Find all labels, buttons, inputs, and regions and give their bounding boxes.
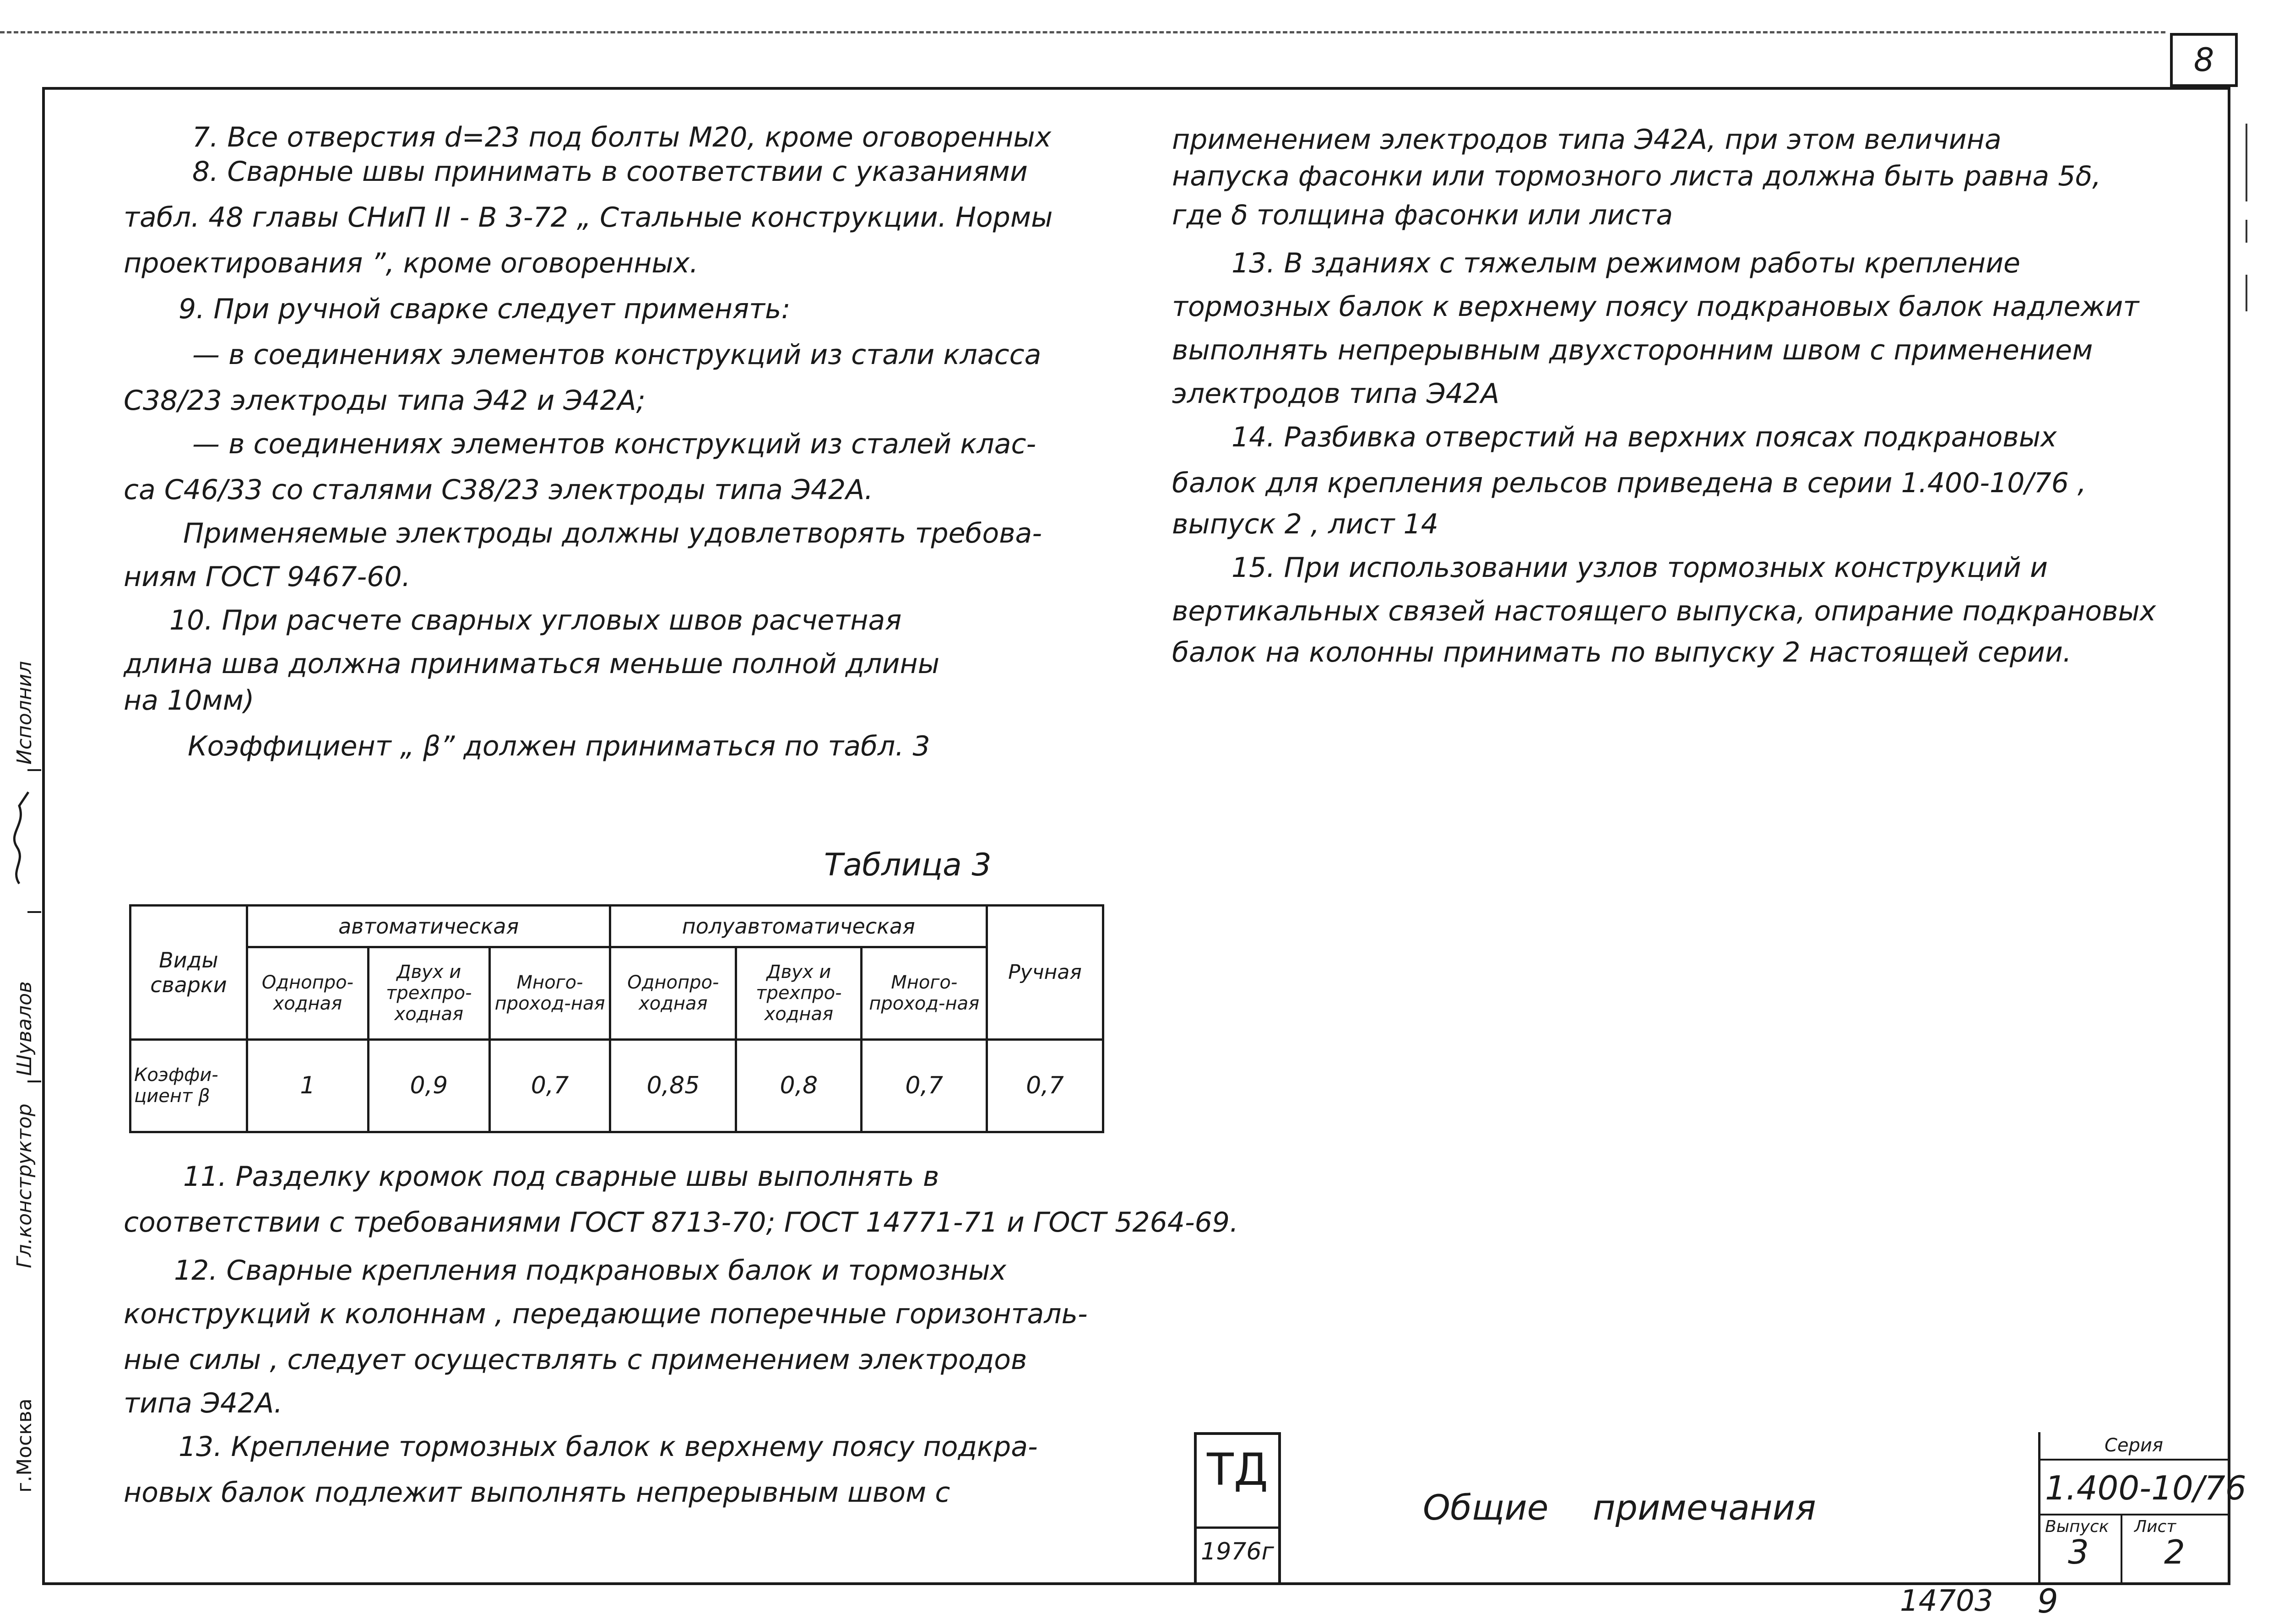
archive-page: 9 (2037, 1582, 2058, 1620)
series-value: 1.400-10/76 (2045, 1469, 2246, 1507)
note-line: — в соединениях элементов конструкций из сталей клас- (192, 428, 1036, 460)
issue-label: Выпуск (2045, 1517, 2109, 1536)
note-line: 12. Сварные крепления подкрановых балок и тормозных (174, 1255, 1007, 1287)
note-line: длина шва должна приниматься меньше полной длины (124, 648, 940, 680)
note-line: применением электродов типа Э42А, при этом величина (1172, 124, 2002, 156)
series-divider (2040, 1459, 2230, 1461)
stamp-divider (27, 1081, 41, 1082)
org-mark-box (1194, 1432, 1281, 1585)
edge-mark (2246, 124, 2247, 201)
col-header: Однопро-ходная (247, 947, 368, 1039)
note-line: новых балок подлежит выполнять непрерывным швом с (124, 1477, 950, 1509)
table-cell: 0,7 (862, 1039, 987, 1132)
table-cell: 0,85 (610, 1039, 736, 1132)
note-line: тормозных балок к верхнему поясу подкрановых балок надлежит (1172, 291, 2139, 323)
table-cell: 0,7 (987, 1039, 1103, 1132)
note-line: выполнять непрерывным двухсторонним швом с применением (1172, 334, 2093, 366)
note-line: 13. Крепление тормозных балок к верхнему поясу подкра- (179, 1431, 1038, 1463)
note-line: 7. Все отверстия d=23 под болты М20, кроме оговоренных (192, 121, 1052, 153)
col-header: Много-проход-ная (862, 947, 987, 1039)
issue-sheet-divider (2121, 1514, 2122, 1585)
sheet-value: 2 (2164, 1533, 2185, 1571)
note-line: балок для крепления рельсов приведена в серии 1.400-10/76 , (1172, 467, 2087, 499)
note-line: 15. При использовании узлов тормозных конструкций и (1232, 552, 2048, 584)
note-line: 11. Разделку кромок под сварные швы выполнять в (183, 1161, 939, 1193)
note-line: напуска фасонки или тормозного листа должна быть равна 5δ, (1172, 160, 2101, 192)
org-mark: ТД (1207, 1444, 1268, 1495)
corner-number-box (2170, 33, 2238, 87)
note-line: на 10мм) (124, 684, 255, 717)
col-header: Однопро-ходная (610, 947, 736, 1039)
edge-mark (2246, 275, 2247, 311)
table-row-header: Виды сварки (130, 906, 247, 1040)
col-header: Много-проход-ная (489, 947, 610, 1039)
note-line: балок на колонны принимать по выпуску 2 настоящей серии. (1172, 636, 2072, 668)
note-line: соответствии с требованиями ГОСТ 8713-70; ГОСТ 14771-71 и ГОСТ 5264-69. (124, 1206, 1239, 1238)
stamp-city: г.Москва (13, 1398, 36, 1493)
note-line: ниям ГОСТ 9467-60. (124, 561, 411, 593)
issue-value: 3 (2068, 1533, 2089, 1571)
note-line: 8. Сварные швы принимать в соответствии с указаниями (192, 156, 1028, 188)
note-line: 9. При ручной сварке следует применять: (179, 293, 791, 325)
stamp-chief-constructor: Гл.конструктор (13, 1103, 36, 1268)
series-box (2038, 1432, 2246, 1585)
stamp-divider (27, 769, 41, 771)
col-header-manual: Ручная (987, 906, 1103, 1040)
table-cell: 1 (247, 1039, 368, 1132)
note-line: вертикальных связей настоящего выпуска, опирание подкрановых (1172, 595, 2156, 627)
group-header-auto: автоматическая (247, 906, 610, 947)
edge-mark (2246, 220, 2247, 243)
stamp-performed: Исполнил (13, 661, 36, 765)
series-divider (2040, 1514, 2230, 1515)
signature (5, 788, 33, 888)
signature-mark (5, 788, 33, 888)
note-line: С38/23 электроды типа Э42 и Э42А; (124, 385, 646, 417)
note-line: са С46/33 со сталями С38/23 электроды типа Э42А. (124, 474, 873, 506)
corner-number: 8 (2193, 41, 2214, 79)
stamp-divider (27, 911, 41, 913)
org-year: 1976г (1201, 1538, 1274, 1565)
table-cell: 0,9 (369, 1039, 490, 1132)
note-line: ные силы , следует осуществлять с применением электродов (124, 1344, 1027, 1376)
row-label: Коэффи-циент β (130, 1039, 247, 1132)
col-header: Двух и трехпро-ходная (736, 947, 862, 1039)
note-line: — в соединениях элементов конструкций из стали класса (192, 339, 1042, 371)
note-line: выпуск 2 , лист 14 (1172, 508, 1438, 540)
note-line: Применяемые электроды должны удовлетворять требова- (183, 517, 1042, 549)
sheet-label: Лист (2134, 1517, 2176, 1536)
table-title: Таблица 3 (824, 847, 992, 883)
org-divider (1197, 1526, 1278, 1529)
sheet-title: Общие примечания (1423, 1487, 1816, 1528)
title-block (1194, 1432, 2246, 1585)
stamp-checked-name: Шувалов (13, 981, 36, 1076)
table-cell: 0,8 (736, 1039, 862, 1132)
group-header-semi: полуавтоматическая (610, 906, 987, 947)
weld-coefficient-table (129, 904, 1104, 1133)
archive-number: 14703 (1900, 1584, 1993, 1618)
note-line: Коэффициент „ β” должен приниматься по табл. 3 (188, 730, 930, 762)
side-stamp (0, 595, 42, 1557)
series-label: Серия (2105, 1435, 2163, 1456)
note-line: конструкций к колоннам , передающие поперечные горизонталь- (124, 1298, 1088, 1330)
top-trim-line (0, 31, 2165, 33)
note-line: проектирования ”, кроме оговоренных. (124, 247, 699, 279)
note-line: где δ толщина фасонки или листа (1172, 199, 1673, 231)
note-line: типа Э42А. (124, 1387, 283, 1419)
note-line: электродов типа Э42А (1172, 378, 1500, 410)
note-line: табл. 48 главы СНиП II - В 3-72 „ Стальные конструкции. Нормы (124, 201, 1053, 234)
note-line: 10. При расчете сварных угловых швов расчетная (169, 604, 902, 636)
note-line: 13. В зданиях с тяжелым режимом работы крепление (1232, 247, 2021, 279)
table-cell: 0,7 (489, 1039, 610, 1132)
note-line: 14. Разбивка отверстий на верхних поясах подкрановых (1232, 421, 2057, 453)
col-header: Двух и трехпро-ходная (369, 947, 490, 1039)
